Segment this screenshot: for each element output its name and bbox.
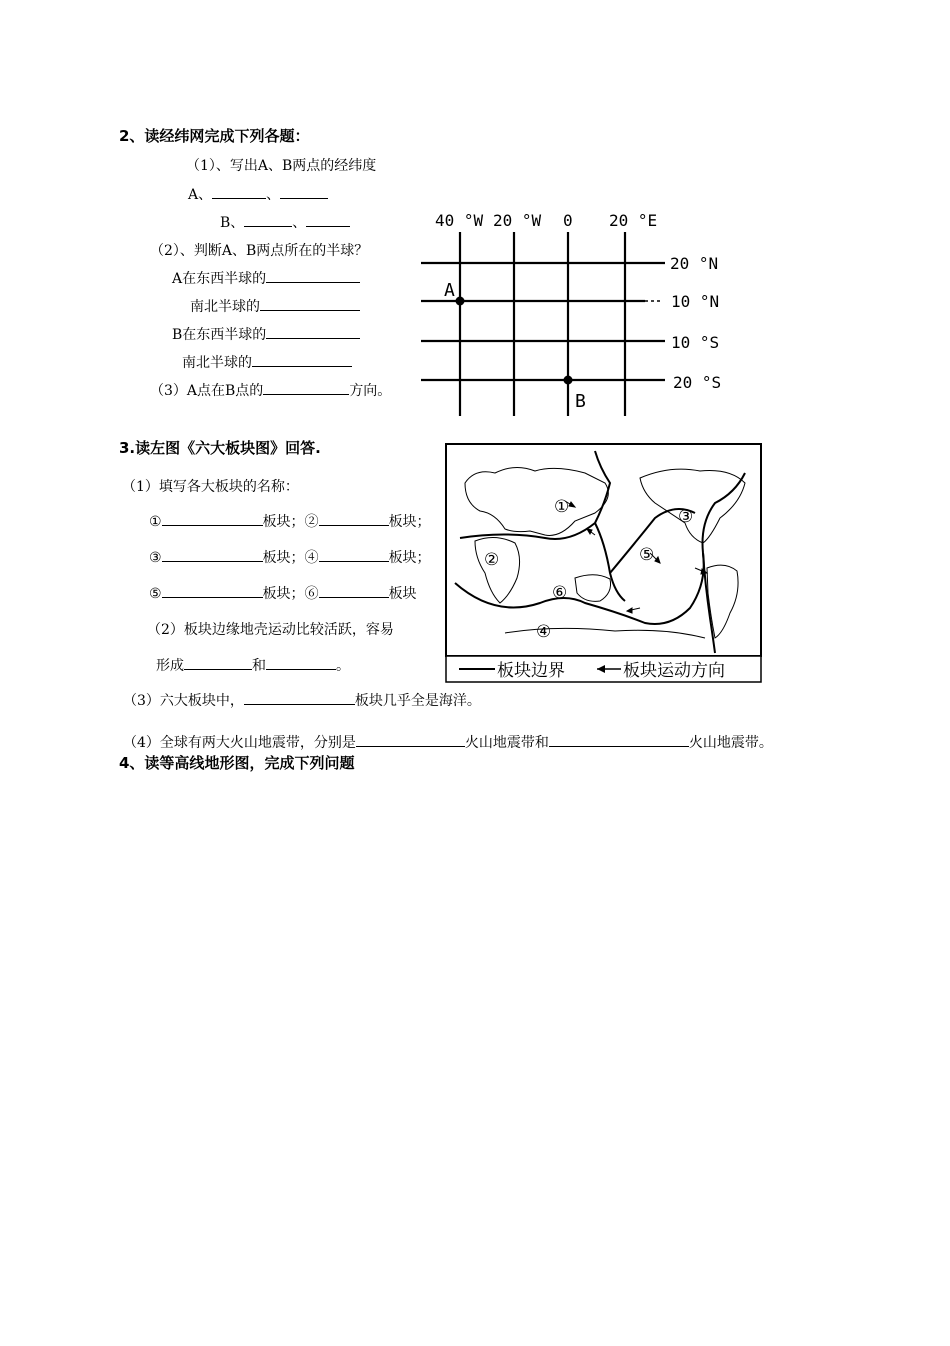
- plate-num-6: ⑥: [304, 586, 319, 602]
- legend-direction-label: 板块运动方向: [623, 661, 725, 681]
- map-label-4: ④: [536, 622, 552, 642]
- lon-label-20e: 20 °E: [609, 211, 658, 230]
- q2-a-ew-line: [172, 268, 360, 288]
- plate-num-1: ①: [149, 514, 162, 530]
- q3-row-1-2: [149, 511, 431, 531]
- q3-sub4-blank-2[interactable]: [549, 733, 689, 747]
- plate-6-blank[interactable]: [319, 584, 389, 598]
- map-label-5: ⑤: [639, 545, 655, 565]
- lat-label-20s: 20 °S: [673, 373, 722, 392]
- map-label-3: ③: [678, 507, 694, 527]
- lat-label-10s: 10 °S: [671, 333, 720, 352]
- q2-b-prefix: B、: [220, 215, 245, 231]
- q3-sub4-blank-1[interactable]: [356, 733, 465, 747]
- q2-a-prefix: A、: [188, 187, 213, 203]
- q2-title: 2、读经纬网完成下列各题：: [119, 127, 310, 145]
- q2-a-lon-blank[interactable]: [212, 185, 266, 199]
- point-a-marker: [456, 297, 465, 306]
- plate-num-3: ③: [149, 550, 162, 566]
- point-b-marker: [564, 376, 573, 385]
- q3-sub4-line: [123, 732, 773, 752]
- q3-sub3-line: [123, 690, 481, 710]
- q3-sub4-suffix: 火山地震带。: [688, 735, 773, 751]
- plate-5-blank[interactable]: [162, 584, 263, 598]
- lon-label-0: 0: [563, 211, 573, 230]
- map-label-2: ②: [484, 550, 500, 570]
- q2-sub1: （1）、写出A、B两点的经纬度: [186, 158, 377, 174]
- q2-a-ns-blank[interactable]: [260, 297, 360, 311]
- q3-sub2b-prefix: 形成: [156, 658, 184, 674]
- q2-sub3-line: [150, 380, 391, 400]
- q2-a-sep: 、: [266, 187, 281, 203]
- q2-a-ns-label: 南北半球的: [190, 299, 260, 315]
- plate-word: 板块；: [262, 550, 305, 566]
- plate-num-5: ⑤: [149, 586, 162, 602]
- q2-b-ns-label: 南北半球的: [182, 355, 252, 371]
- plate-word: 板块: [388, 586, 417, 602]
- q3-sub2-blank-2[interactable]: [266, 656, 336, 670]
- q2-a-lat-blank[interactable]: [280, 185, 328, 199]
- q2-sub3-blank[interactable]: [263, 381, 349, 395]
- lon-label-20w: 20 °W: [493, 211, 542, 230]
- point-a-label: A: [444, 280, 455, 301]
- plate-1-blank[interactable]: [162, 512, 263, 526]
- q3-sub3-blank[interactable]: [244, 691, 355, 705]
- q2-b-ns-blank[interactable]: [252, 353, 352, 367]
- map-label-6: ⑥: [552, 583, 568, 603]
- q3-sub4-mid: 火山地震带和: [464, 735, 549, 751]
- lon-label-40w: 40 °W: [435, 211, 484, 230]
- q2-b-sep: 、: [292, 215, 307, 231]
- q3-title: 3.读左图《六大板块图》回答.: [119, 439, 321, 457]
- plate-word: 板块；: [262, 514, 305, 530]
- q3-row-5-6: [149, 583, 417, 603]
- graticule-diagram: [415, 200, 725, 425]
- q2-sub3-suffix: 方向。: [349, 383, 392, 399]
- q3-sub2b-line: [156, 655, 350, 675]
- q3-sub3-suffix: 板块几乎全是海洋。: [354, 693, 481, 709]
- q4-title: 4、读等高线地形图，完成下列问题: [119, 754, 355, 772]
- q3-row-3-4: [149, 547, 431, 567]
- plate-3-blank[interactable]: [162, 548, 263, 562]
- q2-sub2: （2）、判断A、B两点所在的半球？: [150, 243, 369, 259]
- plate-2-blank[interactable]: [319, 512, 389, 526]
- plate-num-4: ④: [304, 550, 319, 566]
- plate-map: [445, 443, 763, 683]
- q3-sub2b-mid: 和: [252, 658, 266, 674]
- q3-sub4-prefix: （4）全球有两大火山地震带，分别是: [123, 735, 356, 751]
- plate-word: 板块；: [262, 586, 305, 602]
- q2-sub3-prefix: （3）A点在B点的: [150, 383, 264, 399]
- q3-sub1: （1）填写各大板块的名称：: [122, 479, 299, 495]
- q3-sub2a: （2）板块边缘地壳运动比较活跃，容易: [147, 622, 394, 638]
- point-b-label: B: [575, 391, 586, 412]
- q2-b-lat-blank[interactable]: [306, 213, 350, 227]
- q3-sub2b-suffix: 。: [336, 658, 350, 674]
- map-label-1: ①: [554, 497, 570, 517]
- lat-label-10n: 10 °N: [671, 292, 720, 311]
- plate-word: 板块；: [388, 514, 431, 530]
- legend-boundary-label: 板块边界: [497, 661, 565, 681]
- q2-b-ew-blank[interactable]: [266, 325, 360, 339]
- q2-a-coords-line: [188, 184, 328, 204]
- q2-b-lon-blank[interactable]: [244, 213, 292, 227]
- q2-b-ns-line: [182, 352, 352, 372]
- q2-b-ew-label: B在东西半球的: [172, 327, 267, 343]
- plate-4-blank[interactable]: [319, 548, 389, 562]
- q2-a-ew-label: A在东西半球的: [172, 271, 267, 287]
- q2-b-ew-line: [172, 324, 360, 344]
- lat-label-20n: 20 °N: [670, 254, 719, 273]
- q3-sub3-prefix: （3）六大板块中，: [123, 693, 244, 709]
- q2-a-ew-blank[interactable]: [266, 269, 360, 283]
- q3-sub2-blank-1[interactable]: [184, 656, 252, 670]
- plate-word: 板块；: [388, 550, 431, 566]
- q2-a-ns-line: [190, 296, 360, 316]
- q2-b-coords-line: [220, 212, 350, 232]
- plate-num-2: ②: [304, 514, 319, 530]
